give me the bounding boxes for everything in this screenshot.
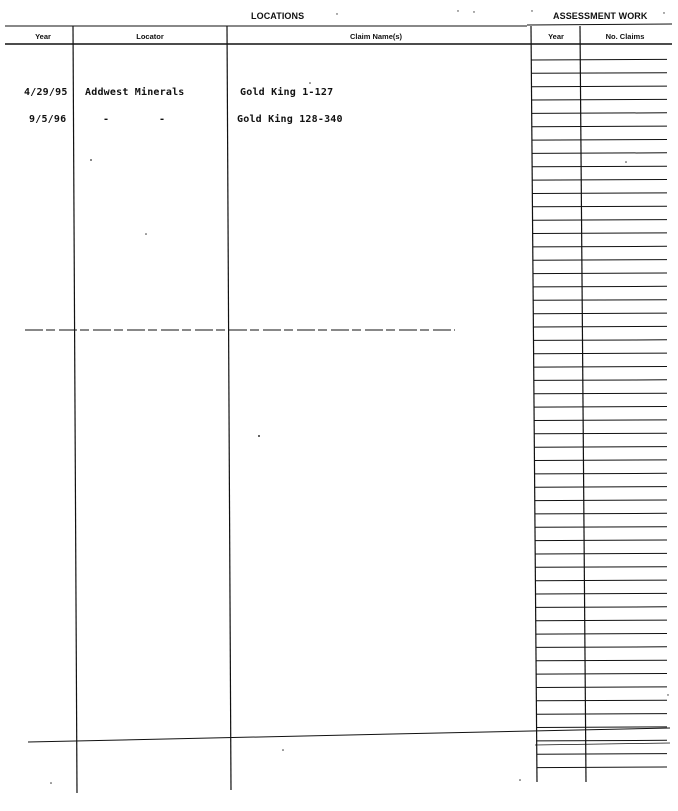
assessment-work-row-line xyxy=(533,313,667,314)
assessment-work-row-line xyxy=(531,86,667,87)
entry-locator: - - xyxy=(103,114,166,125)
assessment-work-row-line xyxy=(533,273,667,274)
assessment-work-row-line xyxy=(535,513,667,514)
assessment-work-row-line xyxy=(531,59,667,60)
assessment-work-row-line xyxy=(536,660,667,661)
assessment-work-row-line xyxy=(533,260,667,261)
assessment-work-row-line xyxy=(534,487,667,488)
assessment-work-row-line xyxy=(533,246,668,247)
column-header-assessment-year: Year xyxy=(548,32,564,41)
column-header-no-claims: No. Claims xyxy=(605,32,645,41)
assessment-work-row-line xyxy=(536,647,667,648)
assessment-work-row-line xyxy=(536,674,667,675)
column-header-year: Year xyxy=(35,32,51,41)
assessment-work-row-line xyxy=(531,99,667,100)
assessment-work-row-line xyxy=(534,447,667,448)
assessment-work-row-line xyxy=(534,393,667,394)
assessment-work-row-line xyxy=(536,727,667,728)
entry-claim-names: Gold King 1-127 xyxy=(240,87,334,98)
assessment-work-row-line xyxy=(536,687,667,688)
assessment-work-row-line xyxy=(532,233,667,234)
assessment-work-row-line xyxy=(535,580,667,581)
assessment-work-row-line xyxy=(532,153,667,154)
assessment-work-row-line xyxy=(536,714,667,715)
entry-claim-names: Gold King 128-340 xyxy=(237,114,343,125)
assessment-work-row-line xyxy=(532,140,667,141)
assessment-work-row-line xyxy=(535,593,667,594)
assessment-work-row-line xyxy=(533,326,667,327)
assessment-work-row-line xyxy=(535,607,667,608)
assessment-work-row-line xyxy=(537,767,667,768)
assessment-work-row-line xyxy=(532,180,667,181)
assessment-work-row-line xyxy=(533,286,667,287)
entry-year: 9/5/96 xyxy=(29,114,67,125)
assessment-work-row-line xyxy=(532,193,667,194)
assessment-work-row-line xyxy=(536,700,667,701)
assessment-work-row-line xyxy=(533,353,667,354)
assessment-work-row-line xyxy=(537,754,667,755)
assessment-work-row-line xyxy=(531,113,667,114)
assessment-work-row-line xyxy=(535,553,667,554)
assessment-work-row-line xyxy=(535,567,667,568)
section-title-assessment-work: ASSESSMENT WORK xyxy=(553,11,648,21)
section-title-locations: LOCATIONS xyxy=(251,11,305,21)
assessment-work-ruled-lines xyxy=(531,59,667,767)
assessment-work-row-line xyxy=(533,300,667,301)
assessment-work-row-line xyxy=(536,620,668,621)
column-header-locator: Locator xyxy=(136,32,164,41)
entry-locator: Addwest Minerals xyxy=(85,87,185,98)
assessment-work-row-line xyxy=(534,407,667,408)
assessment-work-row-line xyxy=(532,206,667,207)
assessment-work-row-line xyxy=(535,527,667,528)
assessment-work-row-line xyxy=(535,500,668,501)
assessment-work-row-line xyxy=(532,166,667,167)
assessment-work-row-line xyxy=(535,540,667,541)
column-header-claim-names: Claim Name(s) xyxy=(349,32,403,41)
assessment-work-row-line xyxy=(536,740,667,741)
assessment-work-row-line xyxy=(534,460,667,461)
assessment-work-row-line xyxy=(534,367,668,368)
assessment-work-row-line xyxy=(532,220,667,221)
assessment-work-row-line xyxy=(534,420,667,421)
assessment-work-row-line xyxy=(534,473,667,474)
assessment-work-row-line xyxy=(532,126,668,127)
assessment-work-row-line xyxy=(533,340,667,341)
entry-year: 4/29/95 xyxy=(24,87,68,98)
assessment-work-row-line xyxy=(534,380,667,381)
assessment-work-row-line xyxy=(531,73,667,74)
assessment-work-row-line xyxy=(536,634,667,635)
assessment-work-row-line xyxy=(534,433,667,434)
